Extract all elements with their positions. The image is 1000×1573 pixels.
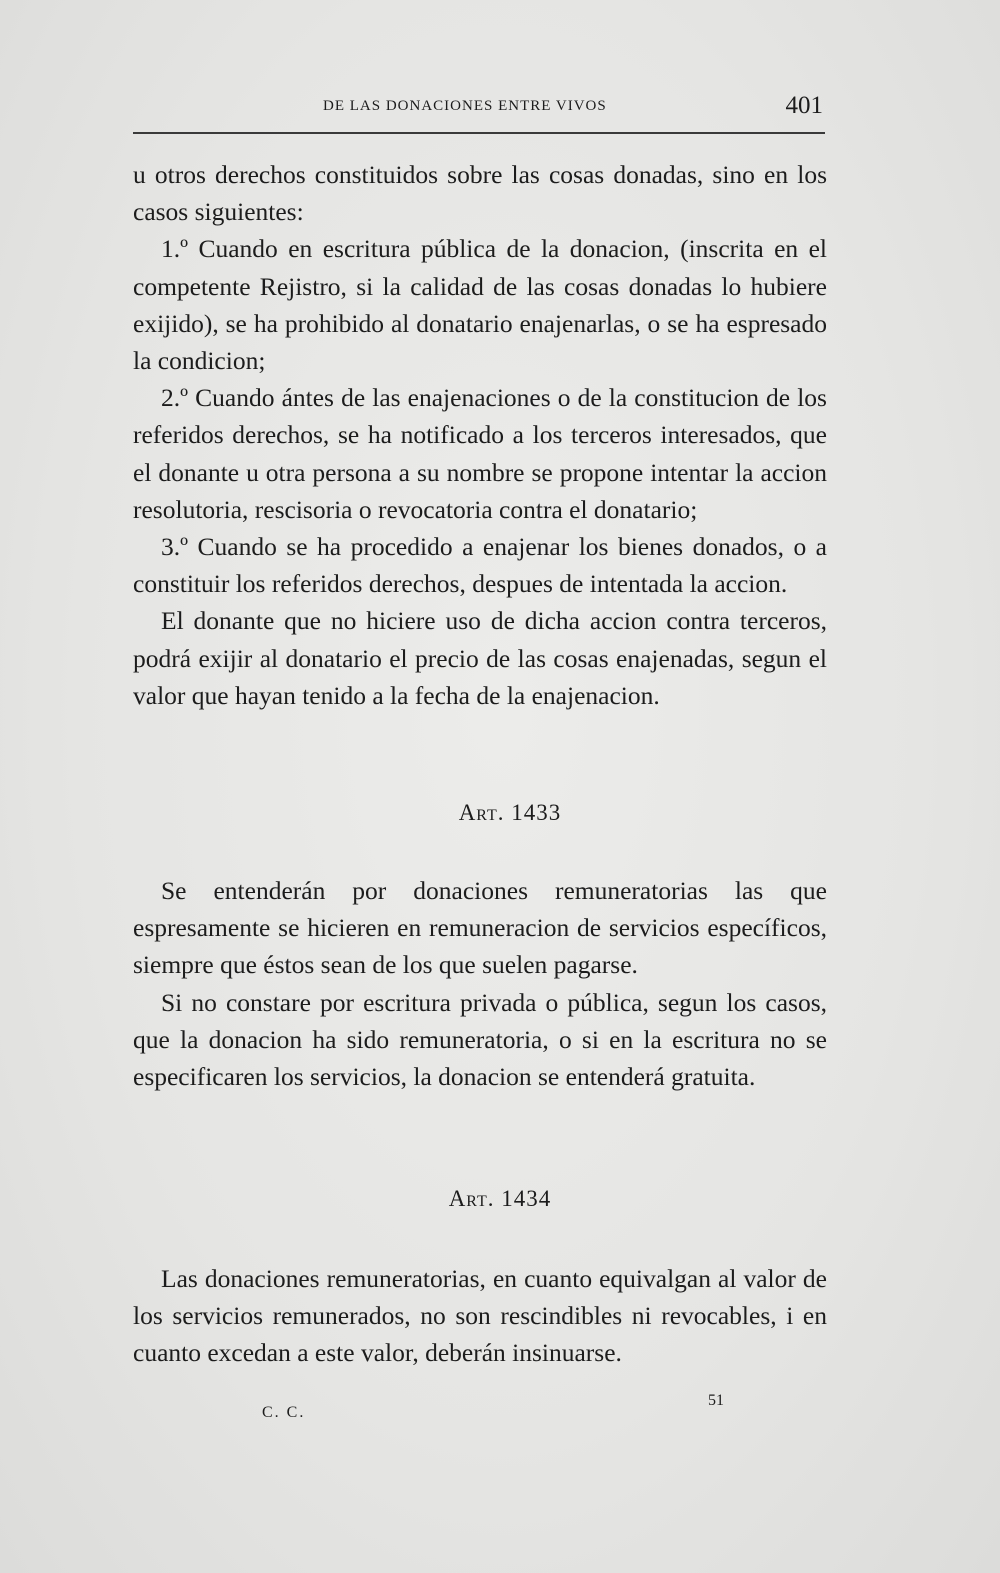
article-label: Art. 1434 (448, 1186, 552, 1211)
article-heading-1434 (0, 1186, 1000, 1212)
article-label: Art. 1433 (458, 800, 562, 825)
paragraph: 1.º Cuando en escritura pública de la donacion, (inscrita en el competente Rejistro, si la calidad de las cosas donadas lo hubiere exijido), se ha prohibido al donatario enajenarlas, o se ha espresado la condicion; (133, 234, 827, 376)
paragraph: 2.º Cuando ántes de las enajenaciones o de la constitucion de los referidos derechos, se ha notificado a los terceros interesados, que el donante u otra persona a su nombre se propone intentar la accion resolutoria, rescisoria o revocatoria contra el donatario; (133, 383, 827, 524)
signature-mark: C. C. (262, 1404, 306, 1421)
running-head: DE LAS DONACIONES ENTRE VIVOS (323, 98, 607, 114)
paragraph: 3.º Cuando se ha procedido a enajenar los bienes donados, o a constituir los referidos derechos, despues de intentada la accion. (133, 532, 827, 599)
article-heading-1433 (0, 800, 1000, 826)
paragraph: Las donaciones remuneratorias, en cuanto equivalgan al valor de los servicios remunerados, no son rescindibles ni revocables, i en cuanto excedan a este valor, deberán insinuarse. (133, 1264, 827, 1368)
paragraph: Si no constare por escritura privada o pública, segun los casos, que la donacion ha sido remuneratoria, o si en la escritura no se especificaren los servicios, la donacion se entenderá gratuita. (133, 987, 827, 1092)
paragraph: Se entenderán por donaciones remuneratorias las que espresamente se hicieren en remuneracion de servicios específicos, siempre que éstos sean de los que suelen pagarse. (133, 876, 827, 980)
sheet-number: 51 (708, 1392, 724, 1409)
article-1434-body (133, 1260, 827, 1372)
text-block-top (133, 156, 827, 714)
article-1433-body (133, 872, 827, 1095)
paragraph: El donante que no hiciere uso de dicha accion contra terceros, podrá exijir al donatario el precio de las cosas enajenadas, segun el valor que hayan tenido a la fecha de la enajenacion. (133, 606, 827, 710)
page-header (133, 92, 825, 134)
paragraph: u otros derechos constituidos sobre las cosas donadas, sino en los casos siguientes: (133, 160, 827, 227)
page-number: 401 (785, 92, 823, 119)
